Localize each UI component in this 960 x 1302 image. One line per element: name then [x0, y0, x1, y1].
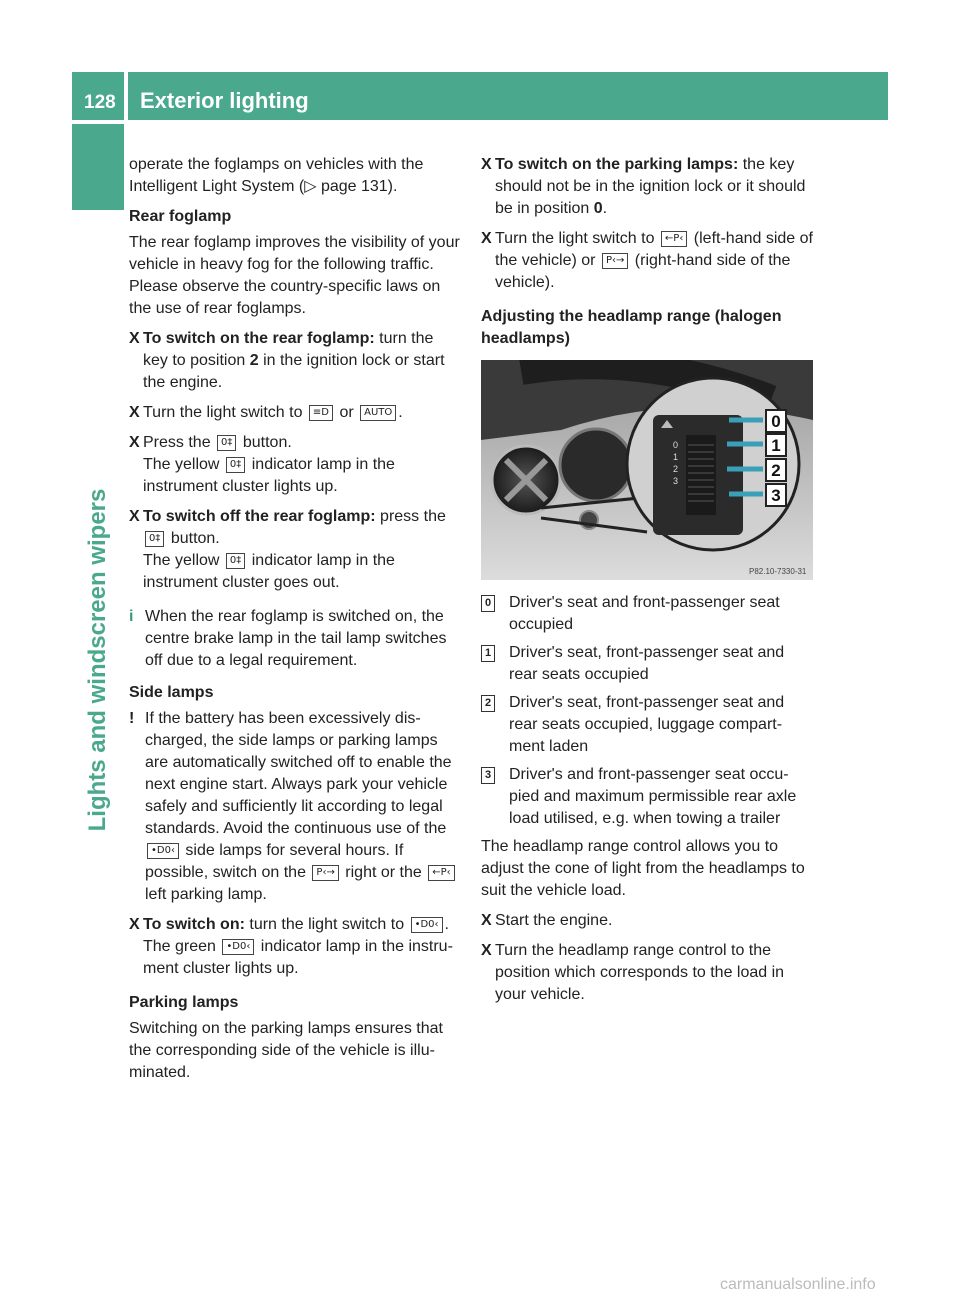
parking-left-icon: ←P‹ [428, 865, 454, 881]
intro-text: operate the foglamps on vehicles with the Intelligent Light System (▷ page 131). [129, 156, 424, 195]
range-control-text: The headlamp range control allows you to adjust the cone of light from the headlamps to suit the vehicle load. [481, 838, 805, 899]
left-column [129, 154, 461, 1092]
low-beam-icon: ≡D [309, 405, 333, 421]
parking-lamps-heading: Parking lamps [129, 994, 239, 1011]
side-lamp-icon: •D0‹ [222, 939, 254, 955]
side-lamps-heading: Side lamps [129, 684, 214, 701]
step-press-fog: X Press the 0‡ button. The yellow 0‡ indicator lamp in the instrument cluster lights up. [129, 434, 395, 495]
legend-item-2: 2 Driver's seat, front-passenger seat and rear seats occupied, luggage compart-ment laden [481, 692, 813, 758]
adjust-headlamp-heading: Adjusting the headlamp range (halogen headlamps) [481, 308, 782, 347]
auto-icon: AUTO [360, 405, 396, 421]
step-rear-on: X To switch on the rear foglamp: turn the key to position 2 in the ignition lock or start the engine. [129, 330, 445, 391]
svg-text:2: 2 [673, 464, 679, 474]
rear-foglamp-heading: Rear foglamp [129, 208, 232, 225]
step-turn-range-control: X Turn the headlamp range control to the position which corresponds to the load in your vehicle. [481, 942, 785, 1003]
parking-left-icon: ←P‹ [661, 231, 687, 247]
header-bar [128, 72, 888, 120]
page-number-box [72, 72, 124, 120]
parking-right-icon: P‹→ [312, 865, 338, 881]
svg-text:1: 1 [673, 452, 679, 462]
page-number: 128 [84, 92, 116, 113]
step-rear-off: X To switch off the rear foglamp: press the 0‡ button. The yellow 0‡ indicator lamp in the instrument cluster goes out. [129, 508, 446, 591]
step-marker: X [481, 912, 492, 929]
step-side-on: X To switch on: turn the light switch to •D0‹ . The green •D0‹ indicator lamp in the instru-ment cluster lights up. [129, 916, 453, 977]
rear-fog-icon: 0‡ [145, 531, 164, 547]
range-label-3: 3 [771, 486, 781, 505]
range-label-1: 1 [771, 436, 781, 455]
step-marker: X [129, 330, 140, 347]
headlamp-range-figure [481, 360, 813, 580]
page-title: Exterior lighting [140, 88, 309, 113]
range-label-0: 0 [771, 412, 781, 431]
side-tab-marker [72, 124, 124, 210]
range-position-labels [766, 410, 786, 506]
instrument-gauge-icon [560, 429, 632, 501]
warning-note: ! If the battery has been excessively dis-charged, the side lamps or parking lamps are automatically switched off to enable the next engine start. Always park your vehicle safely and sufficiently lit according to legal standards. Avoid the continuous use of the •D0‹ side lamps for several hours. If possible, switch on the P‹→ right or the ←P‹ left parking lamp. [129, 708, 461, 906]
step-light-switch: X Turn the light switch to ≡D or AUTO . [129, 402, 461, 424]
step-parking-on: X To switch on the parking lamps: the key should not be in the ignition lock or it should be in position 0. [481, 156, 806, 217]
watermark: carmanualsonline.info [720, 1276, 876, 1293]
step-marker: X [129, 434, 140, 451]
step-marker: X [481, 942, 492, 959]
warning-icon: ! [129, 710, 135, 727]
parking-right-icon: P‹→ [602, 253, 628, 269]
step-marker: X [129, 404, 140, 421]
range-label-2: 2 [771, 461, 781, 480]
parking-lamps-text: Switching on the parking lamps ensures that the corresponding side of the vehicle is illu-minated. [129, 1020, 443, 1081]
side-lamp-icon: •D0‹ [147, 843, 179, 859]
step-marker: X [481, 156, 492, 173]
svg-text:3: 3 [673, 476, 679, 486]
right-column [481, 154, 813, 1014]
step-parking-switch: X Turn the light switch to ←P‹ (left-hand side of the vehicle) or P‹→ (right-hand side of the vehicle). [481, 230, 813, 291]
side-lamp-icon: •D0‹ [411, 917, 443, 933]
svg-text:0: 0 [673, 440, 679, 450]
side-tab-label: Lights and windscreen wipers [84, 488, 111, 832]
legend-item-3: 3 Driver's and front-passenger seat occu-pied and maximum permissible rear axle load utilised, e.g. when towing a trailer [481, 764, 813, 830]
figure-code: P82.10-7330-31 [749, 567, 807, 576]
step-start-engine: X Start the engine. [481, 910, 813, 932]
info-icon: i [129, 608, 134, 625]
legend-item-1: 1 Driver's seat, front-passenger seat and rear seats occupied [481, 642, 813, 686]
rear-fog-icon: 0‡ [226, 457, 245, 473]
legend-item-0: 0 Driver's seat and front-passenger seat occupied [481, 592, 813, 636]
rear-foglamp-text: The rear foglamp improves the visibility of your vehicle in heavy fog for the following traffic. Please observe the country-specific laws on the use of rear foglamps. [129, 234, 460, 317]
rear-fog-icon: 0‡ [217, 435, 236, 451]
step-marker: X [129, 508, 140, 525]
rear-fog-icon: 0‡ [226, 553, 245, 569]
step-marker: X [129, 916, 140, 933]
info-note: i When the rear foglamp is switched on, the centre brake lamp in the tail lamp switches off due to a legal requirement. [129, 608, 447, 669]
step-marker: X [481, 230, 492, 247]
dashboard-illustration [481, 360, 813, 580]
